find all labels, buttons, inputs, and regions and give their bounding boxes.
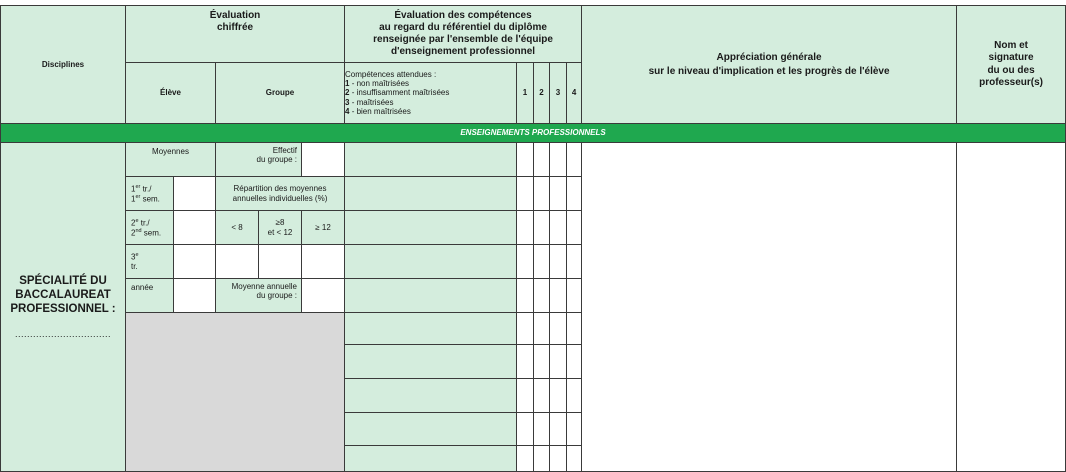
level-cell[interactable] — [517, 279, 534, 313]
bucket-ge12-value[interactable] — [302, 245, 345, 279]
level-cell[interactable] — [567, 279, 582, 313]
level-cell[interactable] — [517, 345, 534, 379]
level-cell[interactable] — [534, 413, 550, 446]
level-cell[interactable] — [550, 279, 567, 313]
competence-row-8[interactable] — [345, 379, 517, 413]
level-cell[interactable] — [550, 379, 567, 413]
level-cell[interactable] — [567, 143, 582, 177]
competence-row-3[interactable] — [345, 211, 517, 245]
signature-field[interactable] — [957, 143, 1066, 472]
level-cell[interactable] — [534, 245, 550, 279]
evaluation-table — [0, 5, 1066, 472]
repartition-label: Répartition des moyennes annuelles individuelles (%) — [216, 177, 345, 211]
bucket-8-12-value[interactable] — [259, 245, 302, 279]
moyenne-annuelle-input[interactable] — [302, 279, 345, 313]
annee-label: année — [126, 279, 174, 313]
level-cell[interactable] — [567, 313, 582, 345]
level-cell[interactable] — [534, 313, 550, 345]
effectif-label: Effectif du groupe : — [216, 143, 302, 177]
competence-row-1[interactable] — [345, 143, 517, 177]
level-cell[interactable] — [550, 143, 567, 177]
level-cell[interactable] — [517, 211, 534, 245]
level-cell[interactable] — [534, 211, 550, 245]
level-col-2: 2 — [534, 63, 550, 124]
level-cell[interactable] — [534, 446, 550, 472]
trimestre-3-label: 3e tr. — [126, 245, 174, 279]
level-cell[interactable] — [567, 379, 582, 413]
level-col-3: 3 — [550, 63, 567, 124]
header-nom-signature: Nom et signature du ou des professeur(s) — [957, 6, 1066, 124]
bucket-8-12-label: ≥8 et < 12 — [259, 211, 302, 245]
competence-row-4[interactable] — [345, 245, 517, 279]
level-cell[interactable] — [517, 413, 534, 446]
level-cell[interactable] — [550, 313, 567, 345]
level-cell[interactable] — [550, 211, 567, 245]
header-evaluation-chiffree: Évaluation chiffrée — [126, 6, 345, 63]
bucket-lt8-value[interactable] — [216, 245, 259, 279]
level-cell[interactable] — [517, 245, 534, 279]
trimestre-1-moyenne[interactable] — [174, 177, 216, 211]
level-cell[interactable] — [534, 143, 550, 177]
level-cell[interactable] — [550, 345, 567, 379]
competence-row-6[interactable] — [345, 313, 517, 345]
header-groupe: Groupe — [216, 63, 345, 124]
trimestre-2-moyenne[interactable] — [174, 211, 216, 245]
gray-block — [126, 313, 345, 472]
level-cell[interactable] — [550, 177, 567, 211]
competence-row-7[interactable] — [345, 345, 517, 379]
level-cell[interactable] — [567, 345, 582, 379]
moyennes-label: Moyennes — [126, 143, 216, 177]
level-cell[interactable] — [550, 245, 567, 279]
specialite-label: SPÉCIALITÉ DU BACCALAUREAT PROFESSIONNEL : ................................ — [1, 143, 126, 472]
competence-row-5[interactable] — [345, 279, 517, 313]
trimestre-1-label: 1er tr./ 1er sem. — [126, 177, 174, 211]
bucket-lt8-label: < 8 — [216, 211, 259, 245]
header-appreciation: Appréciation générale sur le niveau d'implication et les progrès de l'élève — [582, 6, 957, 124]
level-cell[interactable] — [517, 177, 534, 211]
level-cell[interactable] — [567, 446, 582, 472]
bucket-ge12-label: ≥ 12 — [302, 211, 345, 245]
trimestre-3-moyenne[interactable] — [174, 245, 216, 279]
level-cell[interactable] — [567, 177, 582, 211]
level-cell[interactable] — [550, 446, 567, 472]
competence-row-9[interactable] — [345, 413, 517, 446]
level-cell[interactable] — [550, 413, 567, 446]
level-cell[interactable] — [567, 413, 582, 446]
effectif-input[interactable] — [302, 143, 345, 177]
section-band: ENSEIGNEMENTS PROFESSIONNELS — [1, 124, 1066, 143]
header-evaluation-competences: Évaluation des compétences au regard du référentiel du diplôme renseignée par l'ensemble de l'équipe d'enseignement professionnel — [345, 6, 582, 63]
level-cell[interactable] — [567, 245, 582, 279]
level-cell[interactable] — [534, 177, 550, 211]
header-disciplines: Disciplines — [1, 6, 126, 124]
moyenne-annuelle-label: Moyenne annuelle du groupe : — [216, 279, 302, 313]
level-cell[interactable] — [517, 446, 534, 472]
competence-row-2[interactable] — [345, 177, 517, 211]
level-cell[interactable] — [517, 379, 534, 413]
level-cell[interactable] — [534, 279, 550, 313]
level-col-4: 4 — [567, 63, 582, 124]
level-col-1: 1 — [517, 63, 534, 124]
level-cell[interactable] — [517, 143, 534, 177]
appreciation-field[interactable] — [582, 143, 957, 472]
level-cell[interactable] — [534, 345, 550, 379]
annee-moyenne[interactable] — [174, 279, 216, 313]
competence-row-10[interactable] — [345, 446, 517, 472]
competences-legend: Compétences attendues : 1 - non maîtrisées 2 - insuffisamment maîtrisées 3 - maîtrisées 4 - bien maîtrisées — [345, 63, 517, 124]
level-cell[interactable] — [567, 211, 582, 245]
trimestre-2-label: 2e tr./ 2nd sem. — [126, 211, 174, 245]
level-cell[interactable] — [517, 313, 534, 345]
level-cell[interactable] — [534, 379, 550, 413]
header-eleve: Élève — [126, 63, 216, 124]
